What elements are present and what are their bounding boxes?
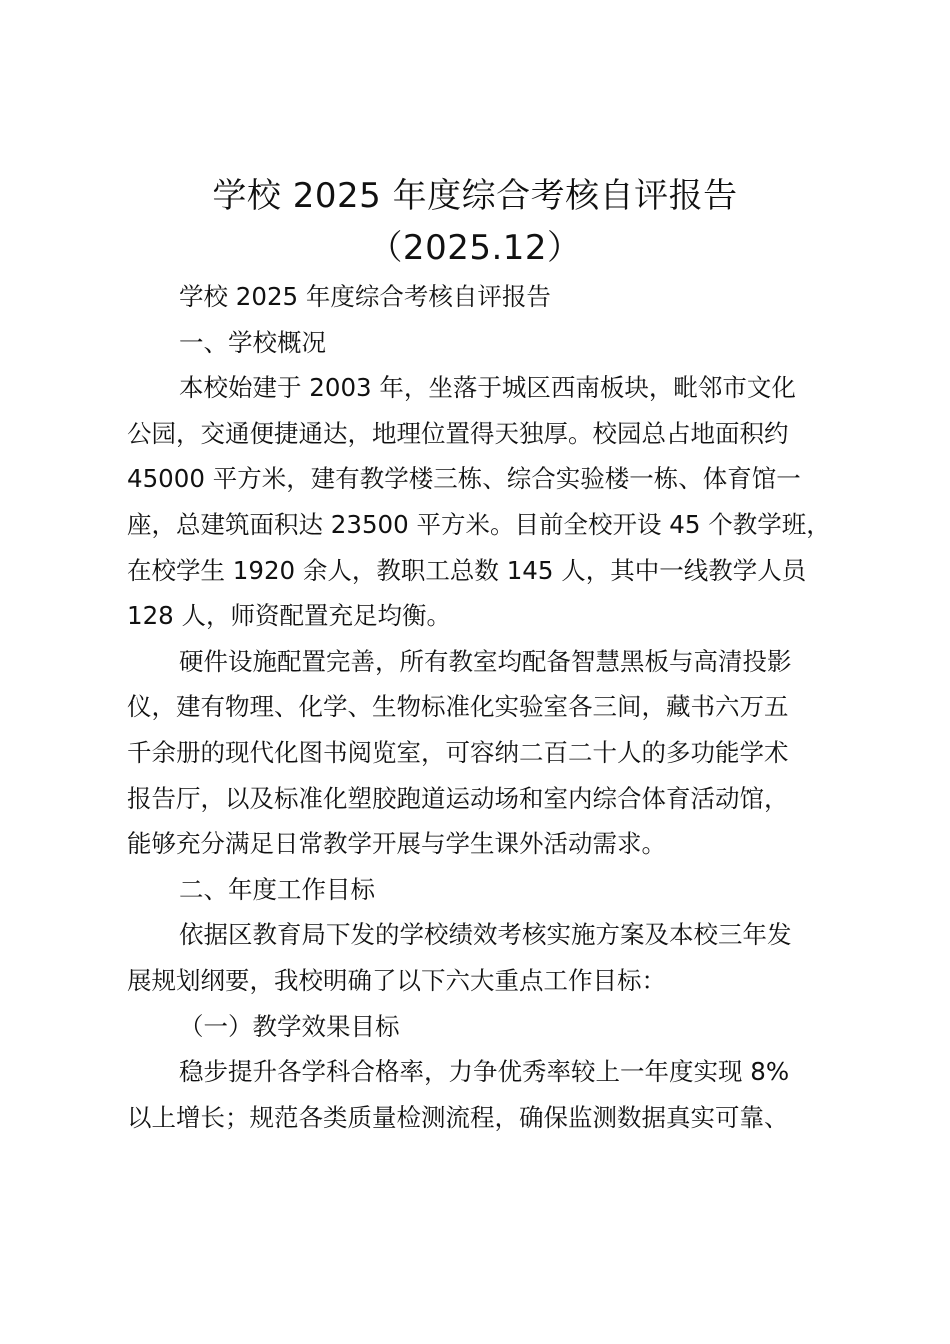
paragraph-line: 座，总建筑面积达 23500 平方米。目前全校开设 45 个教学班， (127, 509, 831, 539)
title-line-1: 学校 2025 年度综合考核自评报告 (212, 176, 738, 216)
paragraph-line: 本校始建于 2003 年，坐落于城区西南板块，毗邻市文化 (179, 373, 796, 403)
paragraph-teaching-goal (127, 1049, 839, 1140)
paragraph-line: 在校学生 1920 余人，教职工总数 145 人，其中一线教学人员 (127, 555, 807, 585)
subsection-heading-teaching: （一）教学效果目标 (179, 1011, 400, 1041)
paragraph-line: 报告厅，以及标准化塑胶跑道运动场和室内综合体育活动馆， (127, 783, 789, 813)
paragraph-line: 硬件设施配置完善，所有教室均配备智慧黑板与高清投影 (179, 646, 792, 676)
paragraph-facilities (127, 639, 839, 867)
section-heading-overview: 一、学校概况 (179, 327, 326, 357)
subtitle-heading: 学校 2025 年度综合考核自评报告 (179, 282, 551, 311)
paragraph-line: 128 人，师资配置充足均衡。 (127, 601, 452, 631)
paragraph-line: 千余册的现代化图书阅览室，可容纳二百二十人的多功能学术 (127, 737, 789, 767)
paragraph-line: 公园，交通便捷通达，地理位置得天独厚。校园总占地面积约 (127, 418, 789, 448)
title-line-2: （2025.12） (368, 228, 582, 268)
paragraph-goals-intro (127, 912, 839, 1003)
paragraph-line: 依据区教育局下发的学校绩效考核实施方案及本校三年发 (179, 920, 792, 950)
paragraph-line: 稳步提升各学科合格率，力争优秀率较上一年度实现 8% (179, 1057, 790, 1087)
paragraph-line: 以上增长；规范各类质量检测流程，确保监测数据真实可靠、 (127, 1102, 789, 1132)
document-body (127, 274, 839, 1140)
document-title (0, 170, 950, 274)
paragraph-school-intro (127, 365, 839, 639)
paragraph-line: 仪，建有物理、化学、生物标准化实验室各三间，藏书六万五 (127, 692, 789, 722)
paragraph-line: 展规划纲要，我校明确了以下六大重点工作目标： (127, 965, 666, 995)
section-heading-goals: 二、年度工作目标 (179, 874, 375, 904)
paragraph-line: 能够充分满足日常教学开展与学生课外活动需求。 (127, 829, 666, 859)
paragraph-line: 45000 平方米，建有教学楼三栋、综合实验楼一栋、体育馆一 (127, 464, 801, 494)
